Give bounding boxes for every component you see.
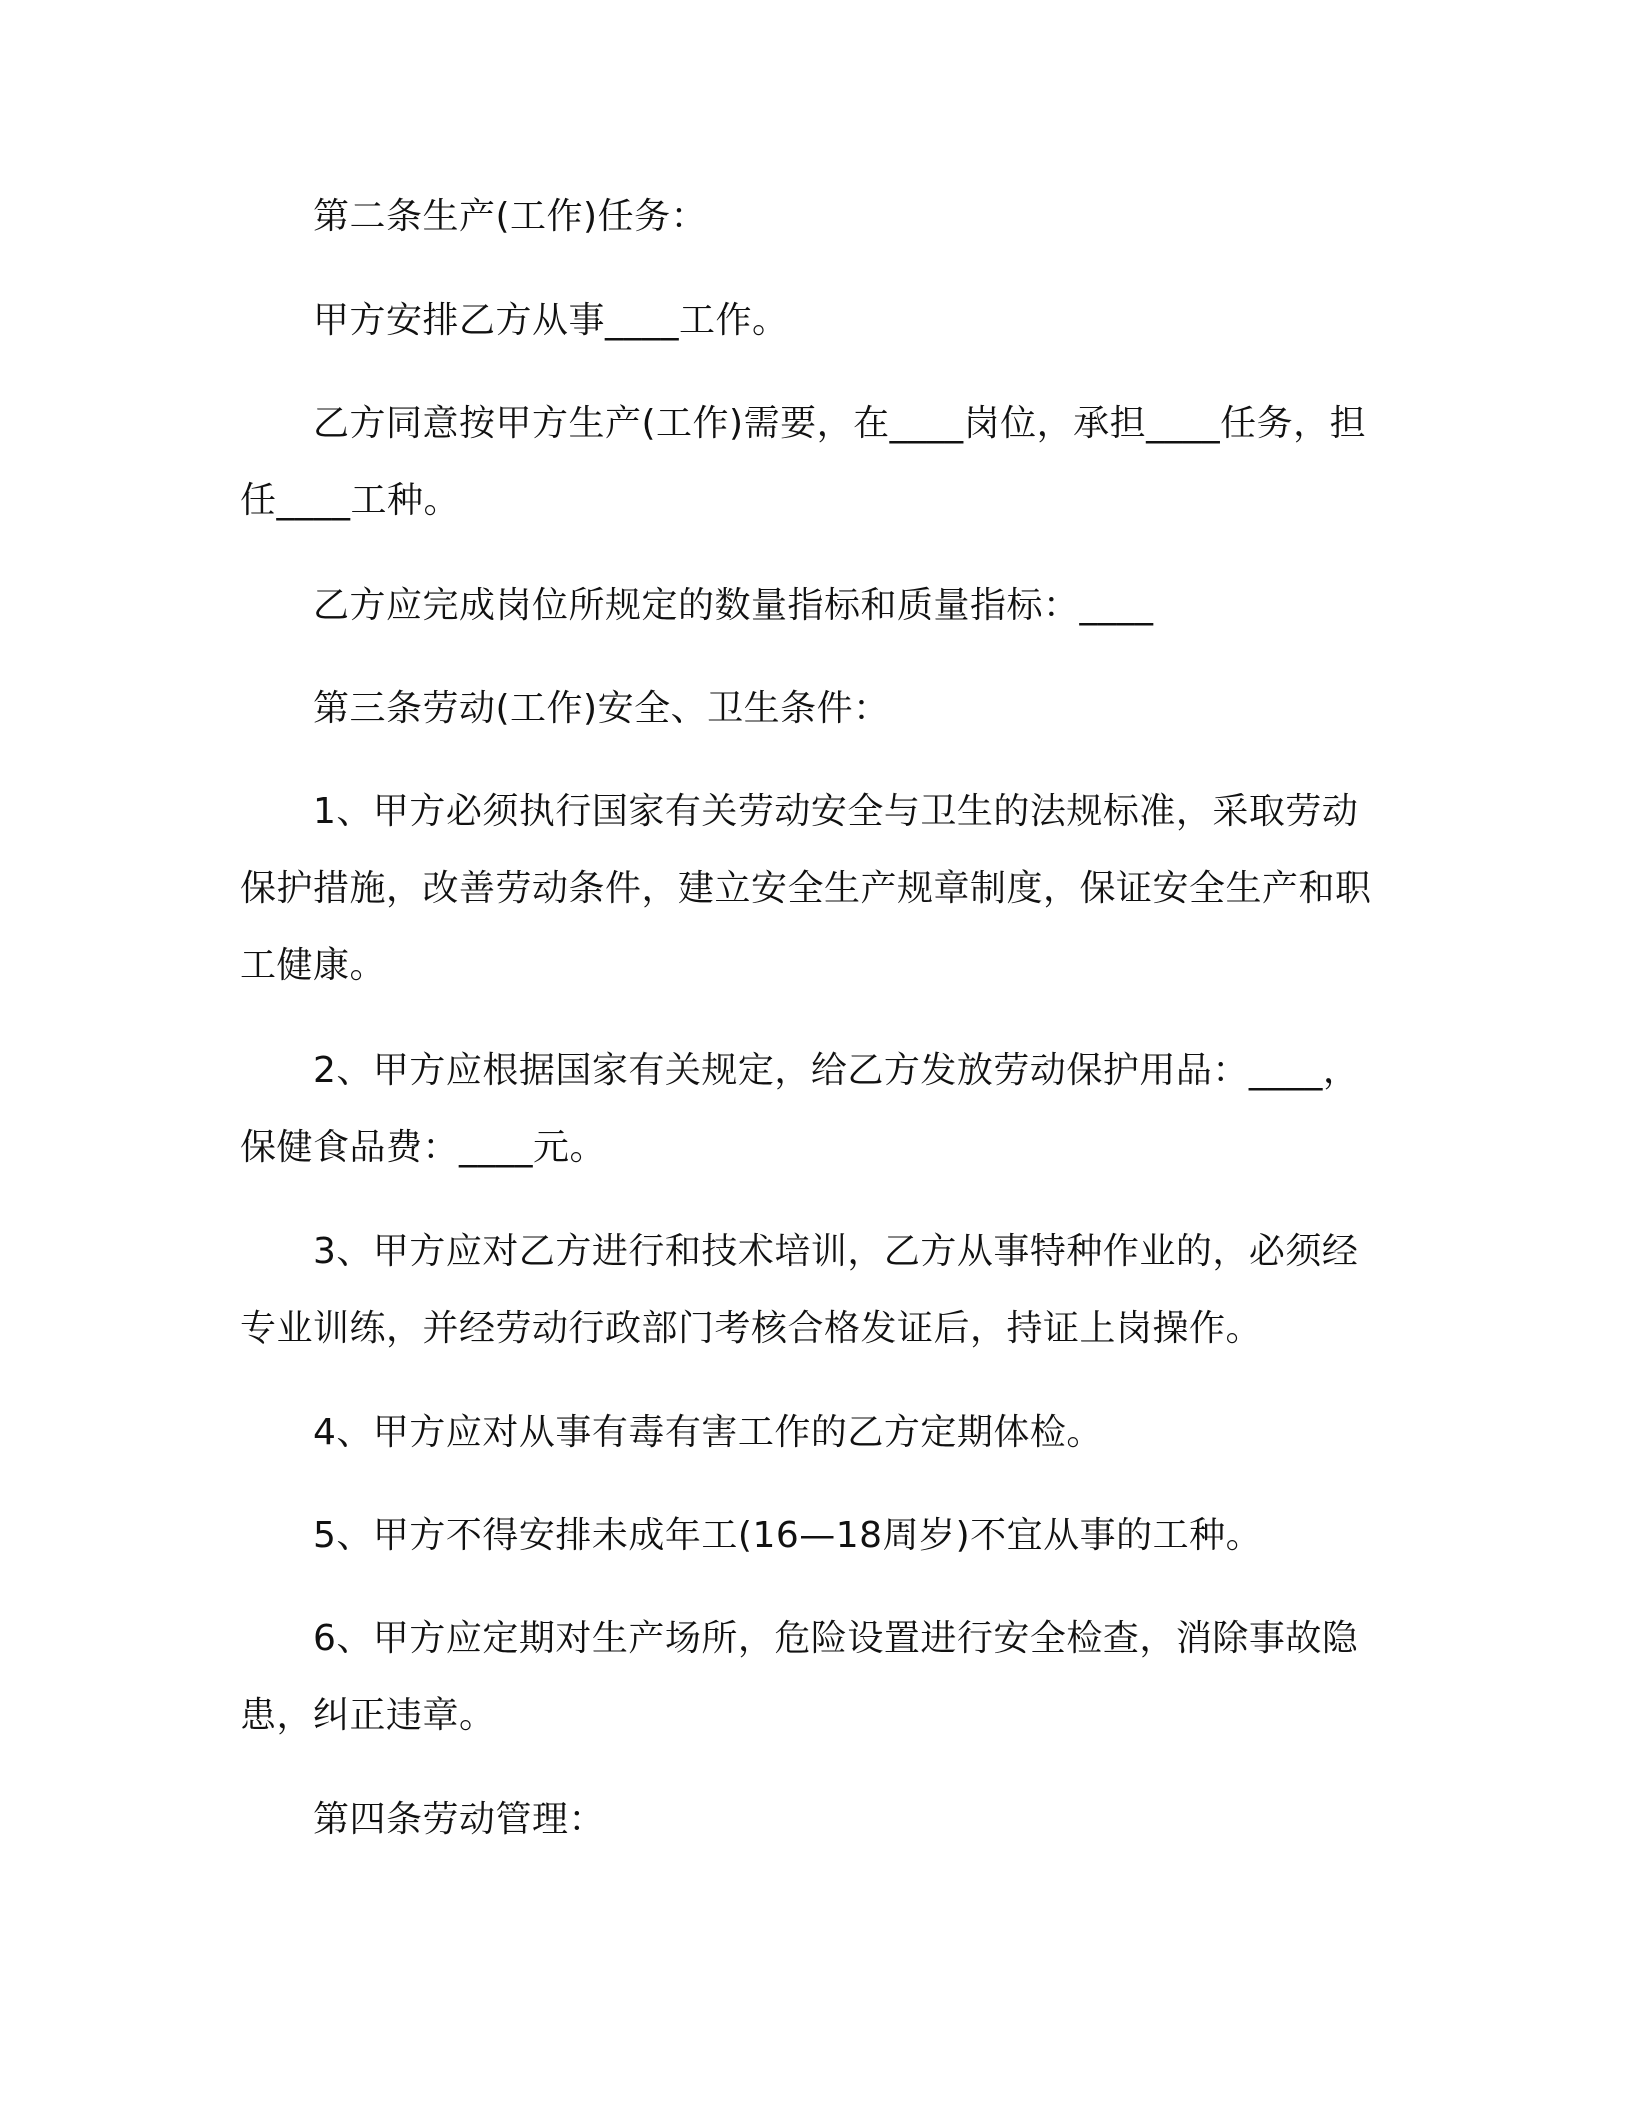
item-6-safety-inspection: 6、甲方应定期对生产场所，危险设置进行安全检查，消除事故隐患，纠正违章。: [240, 1618, 1359, 1736]
item-3-training: 3、甲方应对乙方进行和技术培训，乙方从事特种作业的，必须经专业训练，并经劳动行政部门考核合格发证后，持证上岗操作。: [240, 1231, 1359, 1349]
article-3-heading: 第三条劳动(工作)安全、卫生条件：: [313, 688, 890, 729]
paragraph-position-duties: 乙方同意按甲方生产(工作)需要，在____岗位，承担____任务，担任____工种。: [240, 403, 1367, 521]
paragraph-job-assignment: 甲方安排乙方从事____工作。: [313, 300, 789, 341]
item-5-minor-workers: 5、甲方不得安排未成年工(16—18周岁)不宜从事的工种。: [313, 1515, 1263, 1556]
article-4-heading: 第四条劳动管理：: [313, 1799, 606, 1840]
item-1-safety-standards: 1、甲方必须执行国家有关劳动安全与卫生的法规标准，采取劳动保护措施，改善劳动条件，建立安全生产规章制度，保证安全生产和职工健康。: [240, 791, 1372, 986]
item-4-health-check: 4、甲方应对从事有毒有害工作的乙方定期体检。: [313, 1412, 1103, 1453]
paragraph-quota: 乙方应完成岗位所规定的数量指标和质量指标：____: [313, 585, 1154, 626]
article-2-heading: 第二条生产(工作)任务：: [313, 196, 708, 237]
item-2-protective-equipment: 2、甲方应根据国家有关规定，给乙方发放劳动保护用品：____，保健食品费：____元。: [240, 1050, 1360, 1168]
